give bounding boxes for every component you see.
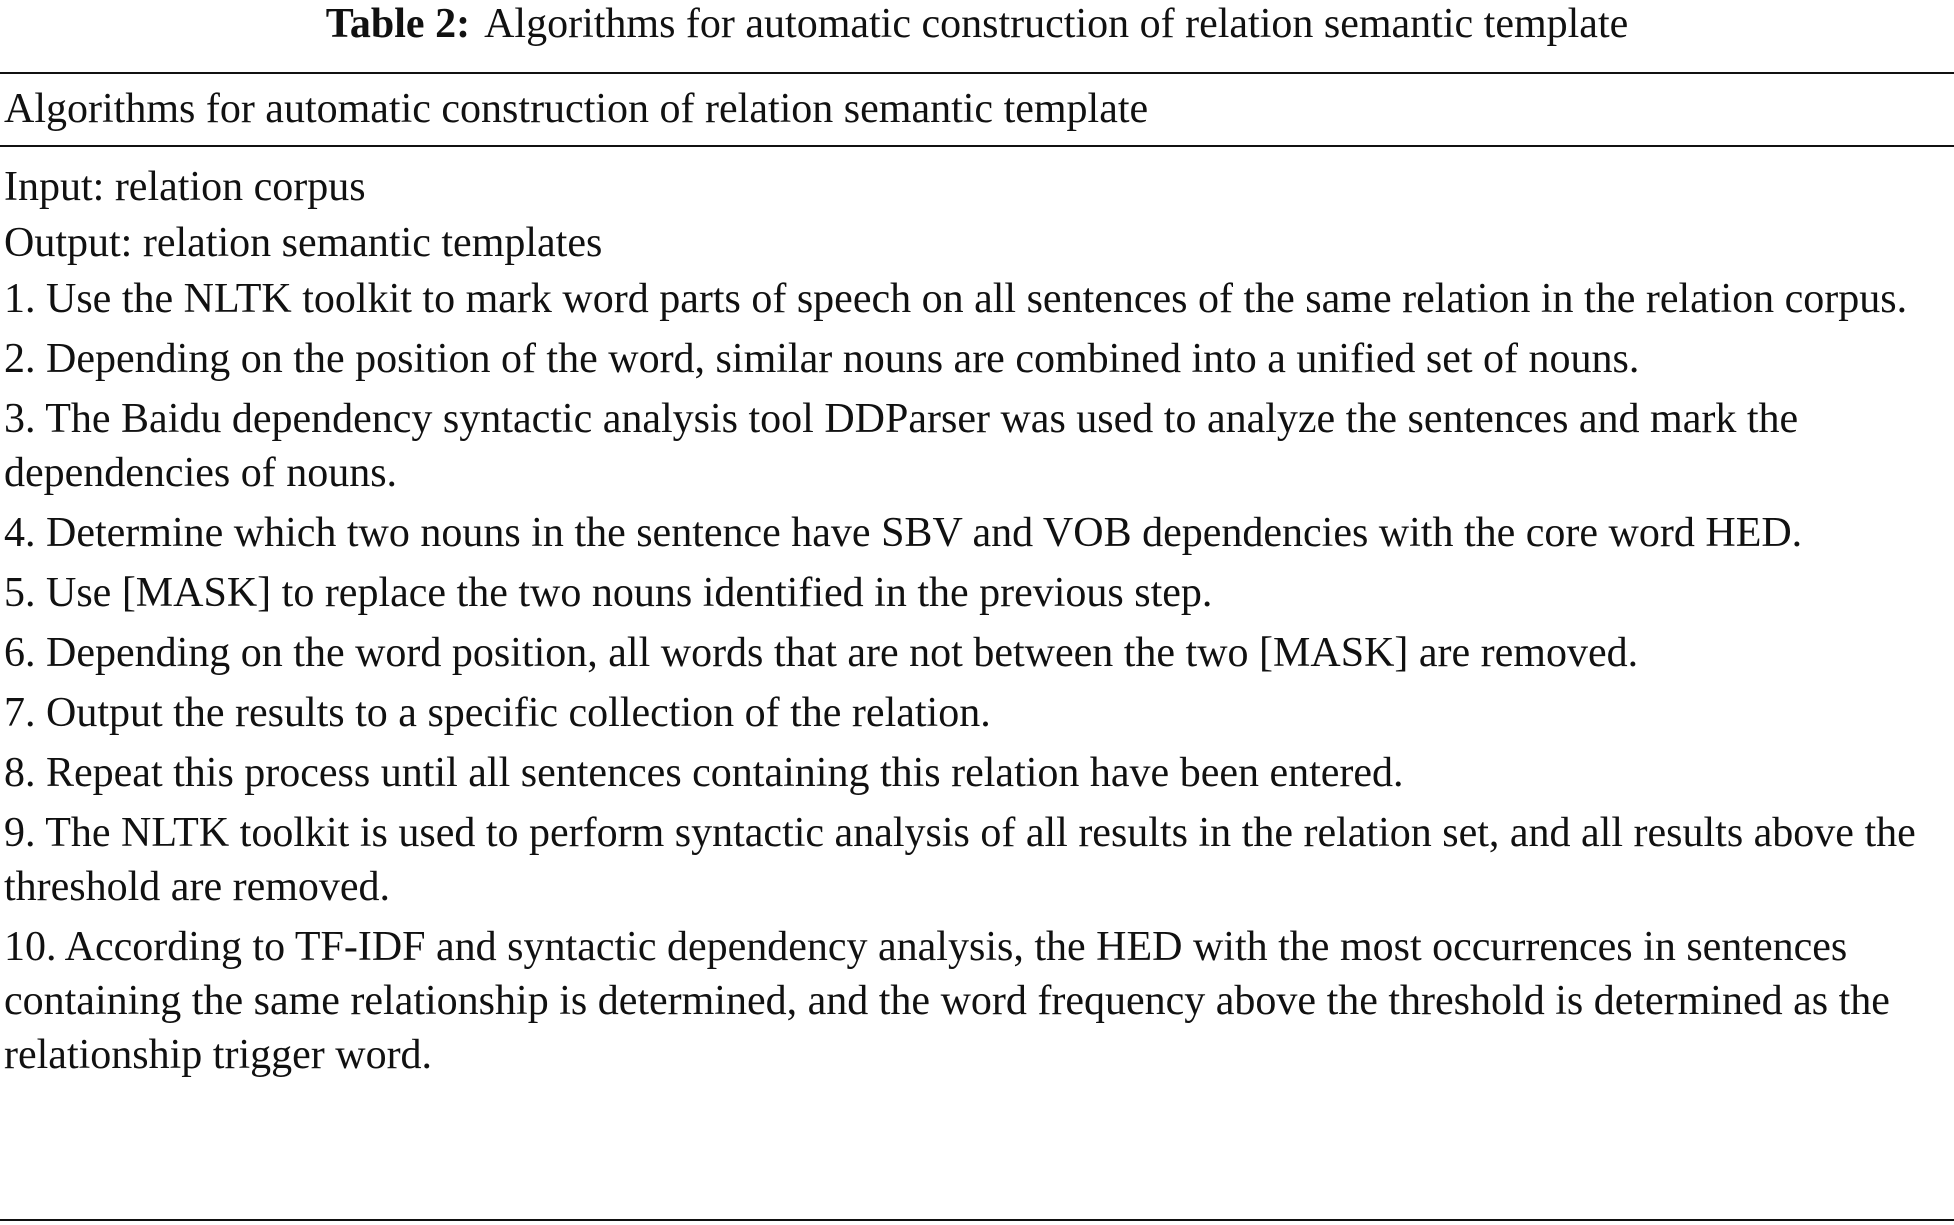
algorithm-step-2: 2. Depending on the position of the word, similar nouns are combined into a unified set of nouns. bbox=[4, 336, 1640, 382]
top-rule bbox=[0, 72, 1954, 74]
algorithm-step-7: 7. Output the results to a specific collection of the relation. bbox=[4, 690, 991, 736]
table-caption-label: Table 2: bbox=[325, 1, 471, 47]
algorithm-body bbox=[4, 160, 1948, 1088]
output-line: Output: relation semantic templates bbox=[4, 220, 603, 266]
header-rule bbox=[0, 145, 1954, 147]
table-caption bbox=[0, 0, 1954, 48]
table-caption-title: Algorithms for automatic construction of relation semantic template bbox=[484, 1, 1629, 47]
bottom-rule bbox=[0, 1219, 1954, 1221]
algorithm-step-10: 10. According to TF-IDF and syntactic dependency analysis, the HED with the most occurrences in sentences containing the same relationship is determined, and the word frequency above the threshold is determined as the relationship trigger word. bbox=[4, 924, 1890, 1078]
algorithm-step-4: 4. Determine which two nouns in the sentence have SBV and VOB dependencies with the core word HED. bbox=[4, 510, 1803, 556]
algorithm-step-3: 3. The Baidu dependency syntactic analysis tool DDParser was used to analyze the sentences and mark the dependencies of nouns. bbox=[4, 396, 1799, 496]
algorithm-step-5: 5. Use [MASK] to replace the two nouns identified in the previous step. bbox=[4, 570, 1213, 616]
input-line: Input: relation corpus bbox=[4, 164, 366, 210]
table-header: Algorithms for automatic construction of relation semantic template bbox=[4, 86, 1149, 132]
algorithm-step-9: 9. The NLTK toolkit is used to perform syntactic analysis of all results in the relation set, and all results above the threshold are removed. bbox=[4, 810, 1916, 910]
algorithm-step-6: 6. Depending on the word position, all words that are not between the two [MASK] are removed. bbox=[4, 630, 1639, 676]
algorithm-step-8: 8. Repeat this process until all sentences containing this relation have been entered. bbox=[4, 750, 1404, 796]
algorithm-step-1: 1. Use the NLTK toolkit to mark word parts of speech on all sentences of the same relation in the relation corpus. bbox=[4, 276, 1908, 322]
